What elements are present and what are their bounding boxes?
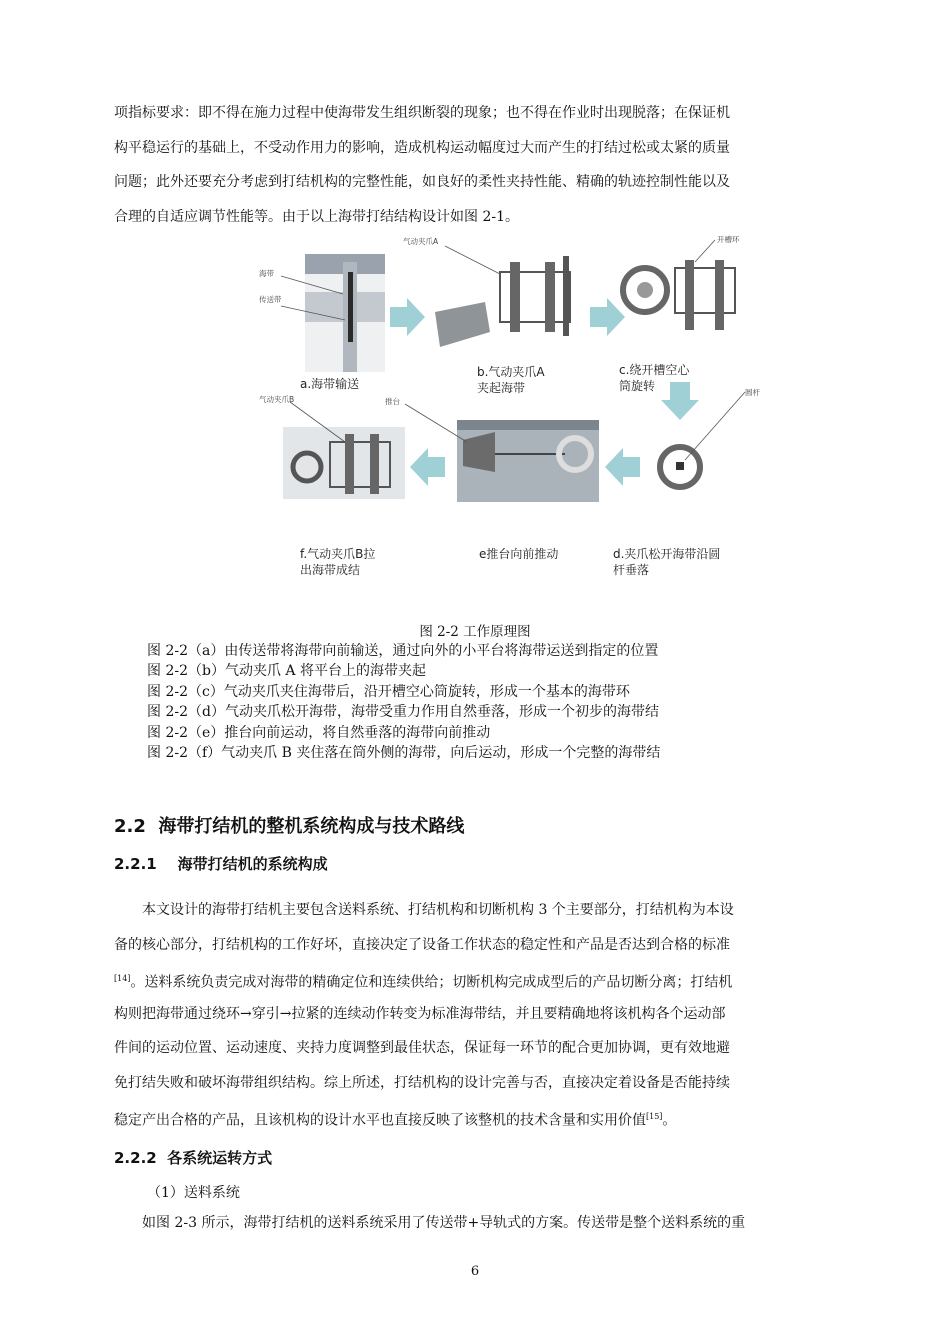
arrow-right-1 <box>390 298 425 336</box>
text-line: 免打结失败和破坏海带组织结构。综上所述，打结机构的设计完善与否，直接决定着设备是否能持续 <box>114 1074 730 1091</box>
label-b1: b.气动夹爪A <box>477 365 545 379</box>
intro-paragraph <box>114 96 859 234</box>
working-principle-figure <box>245 232 785 604</box>
figure-descriptions <box>147 641 660 763</box>
panel-a-conveyor-image <box>259 254 385 372</box>
arrow-left-2 <box>410 448 445 486</box>
section-heading-2-2-1: 2.2.1 海带打结机的系统构成 <box>114 855 328 873</box>
text-line: 稳定产出合格的产品，且该机构的设计水平也直接反映了该整机的技术含量和实用价值[15]。 <box>114 1112 677 1129</box>
page-number: 6 <box>470 1264 480 1279</box>
description-line: 图 2-2（b）气动夹爪 A 将平台上的海带夹起 <box>147 663 426 680</box>
feed-paragraph <box>114 1206 859 1241</box>
label-d1: d.夹爪松开海带沿圆 <box>613 547 721 561</box>
section-heading-2-2: 2.2 海带打结机的整机系统构成与技术路线 <box>114 816 465 837</box>
citation-15: [15] <box>646 1112 663 1121</box>
label-f2: 出海带成结 <box>300 563 361 577</box>
tag-claw-a: 气动夹爪A <box>403 237 439 246</box>
section-heading-2-2-2: 2.2.2 各系统运转方式 <box>114 1149 273 1167</box>
text-line: 项指标要求：即不得在施力过程中使海带发生组织断裂的现象；也不得在作业时出现脱落；在保证机 <box>114 105 730 121</box>
text-line: 合理的自适应调节性能等。由于以上海带打结结构设计如图 2-1。 <box>114 208 519 225</box>
description-line: 图 2-2（a）由传送带将海带向前输送，通过向外的小平台将海带运送到指定的位置 <box>147 643 659 659</box>
arrow-left-1 <box>605 448 640 486</box>
arrow-down <box>661 382 699 420</box>
text-line: 备的核心部分，打结机构的工作好坏，直接决定了设备工作状态的稳定性和产品是否达到合格的标准 <box>114 936 730 953</box>
text-line: 件间的运动位置、运动速度、夹持力度调整到最佳状态，保证每一环节的配合更加协调，更有效地避 <box>114 1040 730 1056</box>
panel-c-ring-image <box>623 234 740 330</box>
arrow-right-2 <box>590 298 625 336</box>
text-line: 构则把海带通过绕环→穿引→拉紧的连续动作转变为标准海带结，并且要精确地将该机构各个运动部 <box>114 1005 726 1022</box>
figure-caption: 图 2-2 工作原理图 <box>419 624 531 640</box>
label-a: a.海带输送 <box>300 377 360 391</box>
figure-illustration <box>245 232 785 604</box>
system-paragraph <box>114 893 859 1135</box>
label-c2: 筒旋转 <box>619 379 656 393</box>
tag-kelp: 海带 <box>259 269 274 278</box>
subheading-feed-system: （1）送料系统 <box>147 1185 240 1201</box>
description-line: 图 2-2（f）气动夹爪 B 夹住落在筒外侧的海带，向后运动，形成一个完整的海带结 <box>147 745 661 762</box>
tag-pusher: 推台 <box>385 397 400 406</box>
citation-14: [14] <box>114 974 131 983</box>
description-line: 图 2-2（d）气动夹爪松开海带，海带受重力作用自然垂落，形成一个初步的海带结 <box>147 704 659 721</box>
tag-belt: 传送带 <box>259 295 282 304</box>
tag-rod: 圆杆 <box>745 388 760 397</box>
text-line: 构平稳运行的基础上，不受动作用力的影响，造成机构运动幅度过大而产生的打结过松或太紧的质量 <box>114 139 730 156</box>
label-e: e推台向前推动 <box>479 547 559 561</box>
label-c1: c.绕开槽空心 <box>619 363 690 377</box>
panel-e-pusher-image <box>385 396 599 502</box>
panel-b-claw-image <box>403 236 570 347</box>
label-b2: 夹起海带 <box>477 381 526 395</box>
description-line: 图 2-2（c）气动夹爪夹住海带后，沿开槽空心筒旋转，形成一个基本的海带环 <box>147 683 630 700</box>
text-line: 本文设计的海带打结机主要包含送料系统、打结机构和切断机构 3 个主要部分，打结机构为本设 <box>142 902 734 918</box>
tag-ring: 开槽环 <box>717 235 740 244</box>
tag-claw-b: 气动夹爪B <box>259 395 295 404</box>
text-line: 如图 2-3 所示，海带打结机的送料系统采用了传送带+导轨式的方案。传送带是整个送料系统的重 <box>142 1215 746 1231</box>
description-line: 图 2-2（e）推台向前运动，将自然垂落的海带向前推动 <box>147 724 491 741</box>
label-f1: f.气动夹爪B拉 <box>300 547 376 561</box>
text-line: 问题；此外还要充分考虑到打结机构的完整性能，如良好的柔性夹持性能、精确的轨迹控制性能以及 <box>114 174 730 190</box>
text-line: [14]。送料系统负责完成对海带的精确定位和连续供给；切断机构完成成型后的产品切断分离；打结机 <box>114 974 733 991</box>
label-d2: 杆垂落 <box>613 563 650 577</box>
panel-f-clawb-image <box>259 394 405 499</box>
